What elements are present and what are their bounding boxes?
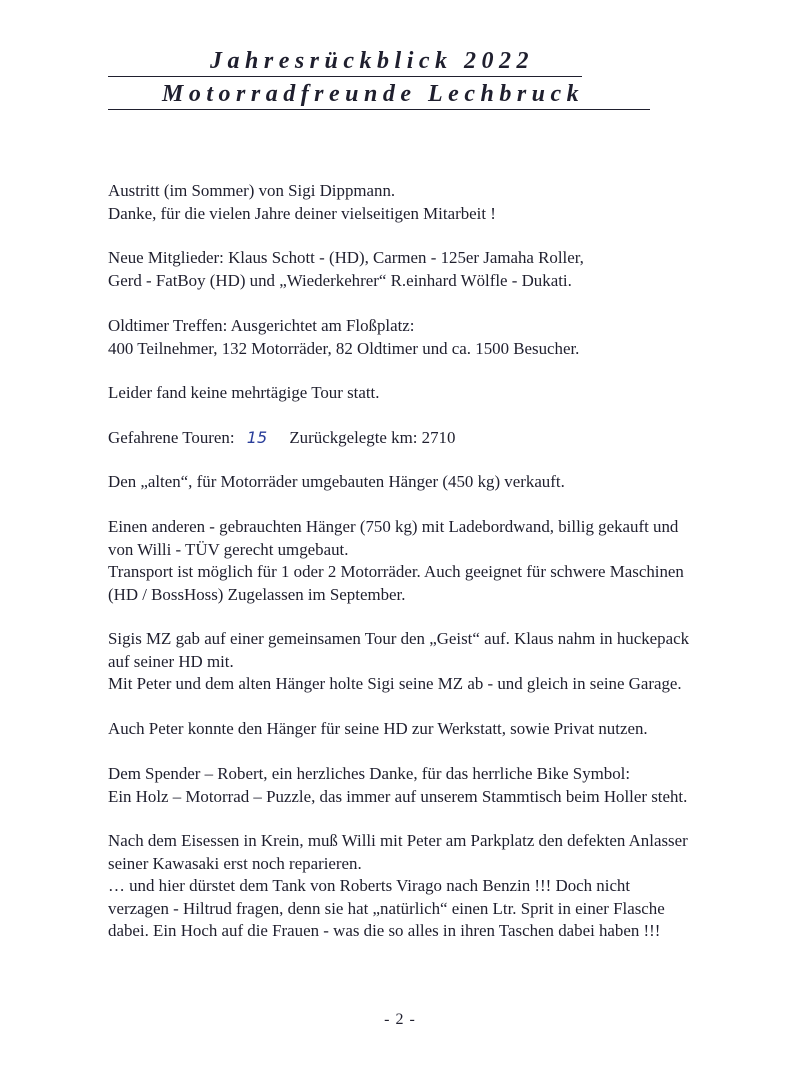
paragraph-eisessen xyxy=(108,830,788,943)
text-line: von Willi - TÜV gerecht umgebaut. xyxy=(108,539,349,559)
paragraph-touren xyxy=(108,427,788,450)
text-line: 400 Teilnehmer, 132 Motorräder, 82 Oldtimer und ca. 1500 Besucher. xyxy=(108,338,580,358)
text-line: Dem Spender – Robert, ein herzliches Danke, für das herrliche Bike Symbol: xyxy=(108,764,631,783)
text-line: Oldtimer Treffen: Ausgerichtet am Floßplatz: xyxy=(108,316,415,335)
paragraph-haenger-alt xyxy=(108,471,788,494)
text-line: Sigis MZ gab auf einer gemeinsamen Tour den „Geist“ auf. Klaus nahm in huckepack xyxy=(108,629,690,648)
text-line: verzagen - Hiltrud fragen, denn sie hat „natürlich“ einen Ltr. Sprit in einer Flasche xyxy=(108,898,665,918)
paragraph-sigi xyxy=(108,628,788,696)
text-line: Transport ist möglich für 1 oder 2 Motorräder. Auch geeignet für schwere Maschinen xyxy=(108,562,684,581)
paragraph-tour xyxy=(108,382,788,405)
text-line: dabei. Ein Hoch auf die Frauen - was die so alles in ihren Taschen dabei haben !!! xyxy=(108,921,661,940)
text-line: (HD / BossHoss) Zugelassen im September. xyxy=(108,584,406,604)
text-line: Leider fand keine mehrtägige Tour statt. xyxy=(108,383,380,402)
page-number: - 2 - xyxy=(384,1011,416,1028)
text-line: seiner Kawasaki erst noch reparieren. xyxy=(108,853,362,873)
paragraph-spender xyxy=(108,763,788,808)
text-line: Gerd - FatBoy (HD) und „Wiederkehrer“ R.einhard Wölfle - Dukati. xyxy=(108,270,572,290)
text-line: Einen anderen - gebrauchten Hänger (750 kg) mit Ladebordwand, billig gekauft und xyxy=(108,517,679,536)
title-line-2 xyxy=(108,81,650,107)
title-text-1: Jahresrückblick 2022 xyxy=(210,48,535,74)
paragraph-haenger-neu xyxy=(108,516,788,606)
text-line: Danke, für die vielen Jahre deiner vielseitigen Mitarbeit ! xyxy=(108,203,496,223)
text-line: auf seiner HD mit. xyxy=(108,651,234,671)
text-line: Austritt (im Sommer) von Sigi Dippmann. xyxy=(108,181,396,200)
km-label: Zurückgelegte km: xyxy=(289,428,418,447)
title-line-1 xyxy=(108,48,582,74)
km-value: 2710 xyxy=(421,428,456,447)
paragraph-oldtimer xyxy=(108,315,788,360)
handwritten-touren-value: 15 xyxy=(246,428,268,447)
text-line: Den „alten“, für Motorräder umgebauten Hänger (450 kg) verkauft. xyxy=(108,472,565,491)
text-line: Nach dem Eisessen in Krein, muß Willi mit Peter am Parkplatz den defekten Anlasser xyxy=(108,831,688,850)
paragraph-mitglieder xyxy=(108,247,788,292)
paragraph-austritt xyxy=(108,180,788,225)
text-line: Mit Peter und dem alten Hänger holte Sigi seine MZ ab - und gleich in seine Garage. xyxy=(108,674,682,693)
text-line: Ein Holz – Motorrad – Puzzle, das immer auf unserem Stammtisch beim Holler steht. xyxy=(108,786,688,806)
text-line: Auch Peter konnte den Hänger für seine HD zur Werkstatt, sowie Privat nutzen. xyxy=(108,719,648,738)
paragraph-peter xyxy=(108,718,788,741)
text-line: … und hier dürstet dem Tank von Roberts Virago nach Benzin !!! Doch nicht xyxy=(108,876,631,895)
touren-label: Gefahrene Touren: xyxy=(108,428,235,447)
text-line: Neue Mitglieder: Klaus Schott - (HD), Carmen - 125er Jamaha Roller, xyxy=(108,248,584,267)
title-text-2: Motorradfreunde Lechbruck xyxy=(162,81,585,107)
